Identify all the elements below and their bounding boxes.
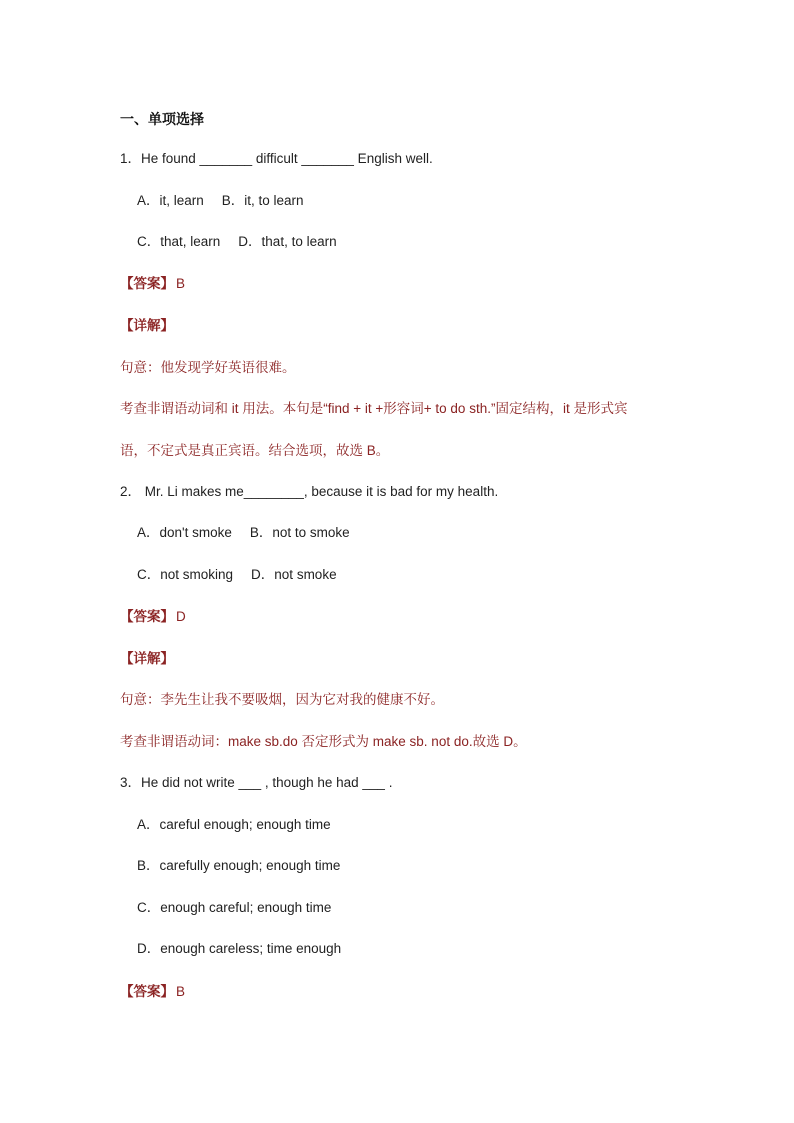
question-1-options-ab [137,192,304,210]
option-b: B．not to smoke [249,525,350,540]
answer-label: 【答案】 [120,984,174,999]
option-a: A．it, learn [137,193,204,208]
question-3-stem: 3．He did not write ___ , though he had ___ . [120,775,393,790]
question-1-stem: 1．He found _______ difficult _______ English well. [120,151,433,166]
question-3-option-d: D．enough careless; time enough [137,941,342,956]
question-2-options-cd [137,566,337,584]
answer-value: B [176,276,186,291]
question-2-detail-label: 【详解】 [120,651,174,666]
option-c: C．that, learn [137,234,221,249]
question-2-answer [120,608,186,626]
question-3-answer [120,983,185,1001]
answer-value: B [176,984,186,999]
question-2-explanation: 考查非谓语动词：make sb.do 否定形式为 make sb. not do.故选 D。 [120,734,527,749]
answer-label: 【答案】 [120,276,174,291]
question-3-option-a: A．careful enough; enough time [137,817,331,832]
option-d: D．not smoke [251,567,337,582]
question-2-meaning: 句意：李先生让我不要吸烟，因为它对我的健康不好。 [120,692,444,707]
option-c: C．not smoking [137,567,234,582]
answer-label: 【答案】 [120,609,174,624]
answer-value: D [176,609,186,624]
section-title: 一、单项选择 [120,111,204,127]
option-a: A．don't smoke [137,525,232,540]
question-2-options-ab [137,524,350,542]
question-1-explanation-line-2: 语，不定式是真正宾语。结合选项，故选 B。 [120,443,390,458]
question-1-meaning: 句意：他发现学好英语很难。 [120,360,296,375]
option-b: B．it, to learn [221,193,304,208]
question-1-options-cd [137,233,337,251]
question-2-stem: 2． Mr. Li makes me________, because it is bad for my health. [120,484,499,499]
question-1-explanation-line-1: 考查非谓语动词和 it 用法。本句是“find + it +形容词+ to do sth.”固定结构，it 是形式宾 [120,401,628,416]
question-1-answer [120,275,185,293]
option-d: D．that, to learn [238,234,337,249]
question-3-option-c: C．enough careful; enough time [137,900,332,915]
question-3-option-b: B．carefully enough; enough time [137,858,341,873]
question-1-detail-label: 【详解】 [120,318,174,333]
